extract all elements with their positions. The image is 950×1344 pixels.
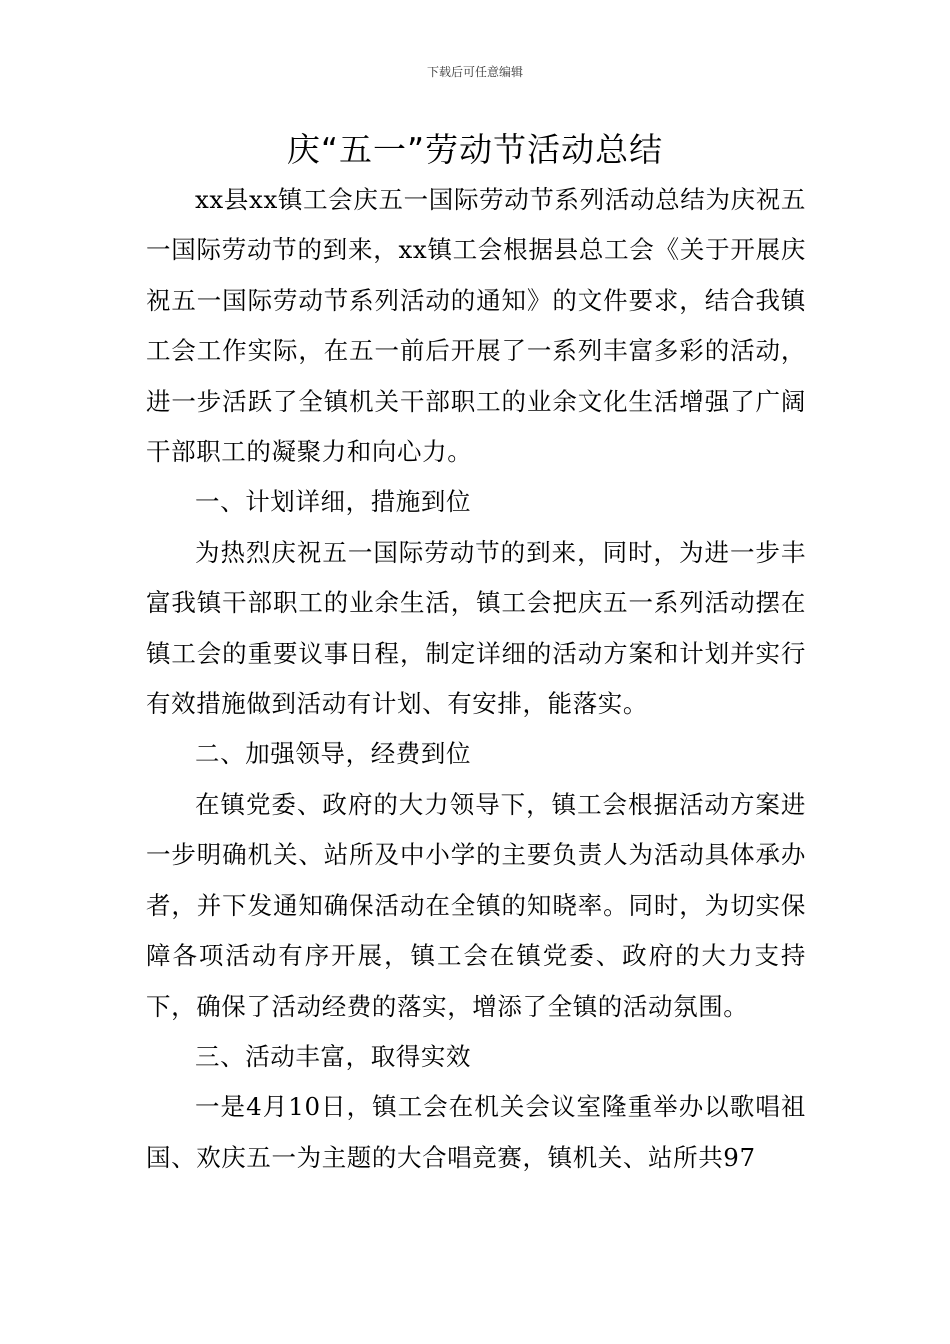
section-paragraph-2: 在镇党委、政府的大力领导下，镇工会根据活动方案进一步明确机关、站所及中小学的主要负责人为活动具体承办者，并下发通知确保活动在全镇的知晓率。同时，为切实保障各项活动有序开展，镇工会在镇党委、政府的大力支持下，确保了活动经费的落实，增添了全镇的活动氛围。	[146, 789, 806, 1021]
document-title: 庆“五一”劳动节活动总结	[286, 130, 664, 169]
section-heading-2: 二、加强领导，经费到位	[195, 739, 472, 769]
intro-paragraph: xx县xx镇工会庆五一国际劳动节系列活动总结为庆祝五一国际劳动节的到来，xx镇工会根据县总工会《关于开展庆祝五一国际劳动节系列活动的通知》的文件要求，结合我镇工会工作实际，在五一前后开展了一系列丰富多彩的活动，进一步活跃了全镇机关干部职工的业余文化生活增强了广阔干部职工的凝聚力和向心力。	[146, 185, 806, 467]
header-note: 下载后可任意编辑	[426, 65, 523, 79]
section-heading-1: 一、计划详细，措施到位	[195, 487, 472, 517]
section-paragraph-3: 一是4月10日，镇工会在机关会议室隆重举办以歌唱祖国、欢庆五一为主题的大合唱竞赛，镇机关、站所共97	[146, 1092, 806, 1172]
section-heading-3: 三、活动丰富，取得实效	[195, 1041, 472, 1071]
document-body	[146, 175, 806, 1183]
section-paragraph-1: 为热烈庆祝五一国际劳动节的到来，同时，为进一步丰富我镇干部职工的业余生活，镇工会把庆五一系列活动摆在镇工会的重要议事日程，制定详细的活动方案和计划并实行有效措施做到活动有计划、有安排，能落实。	[146, 537, 806, 719]
